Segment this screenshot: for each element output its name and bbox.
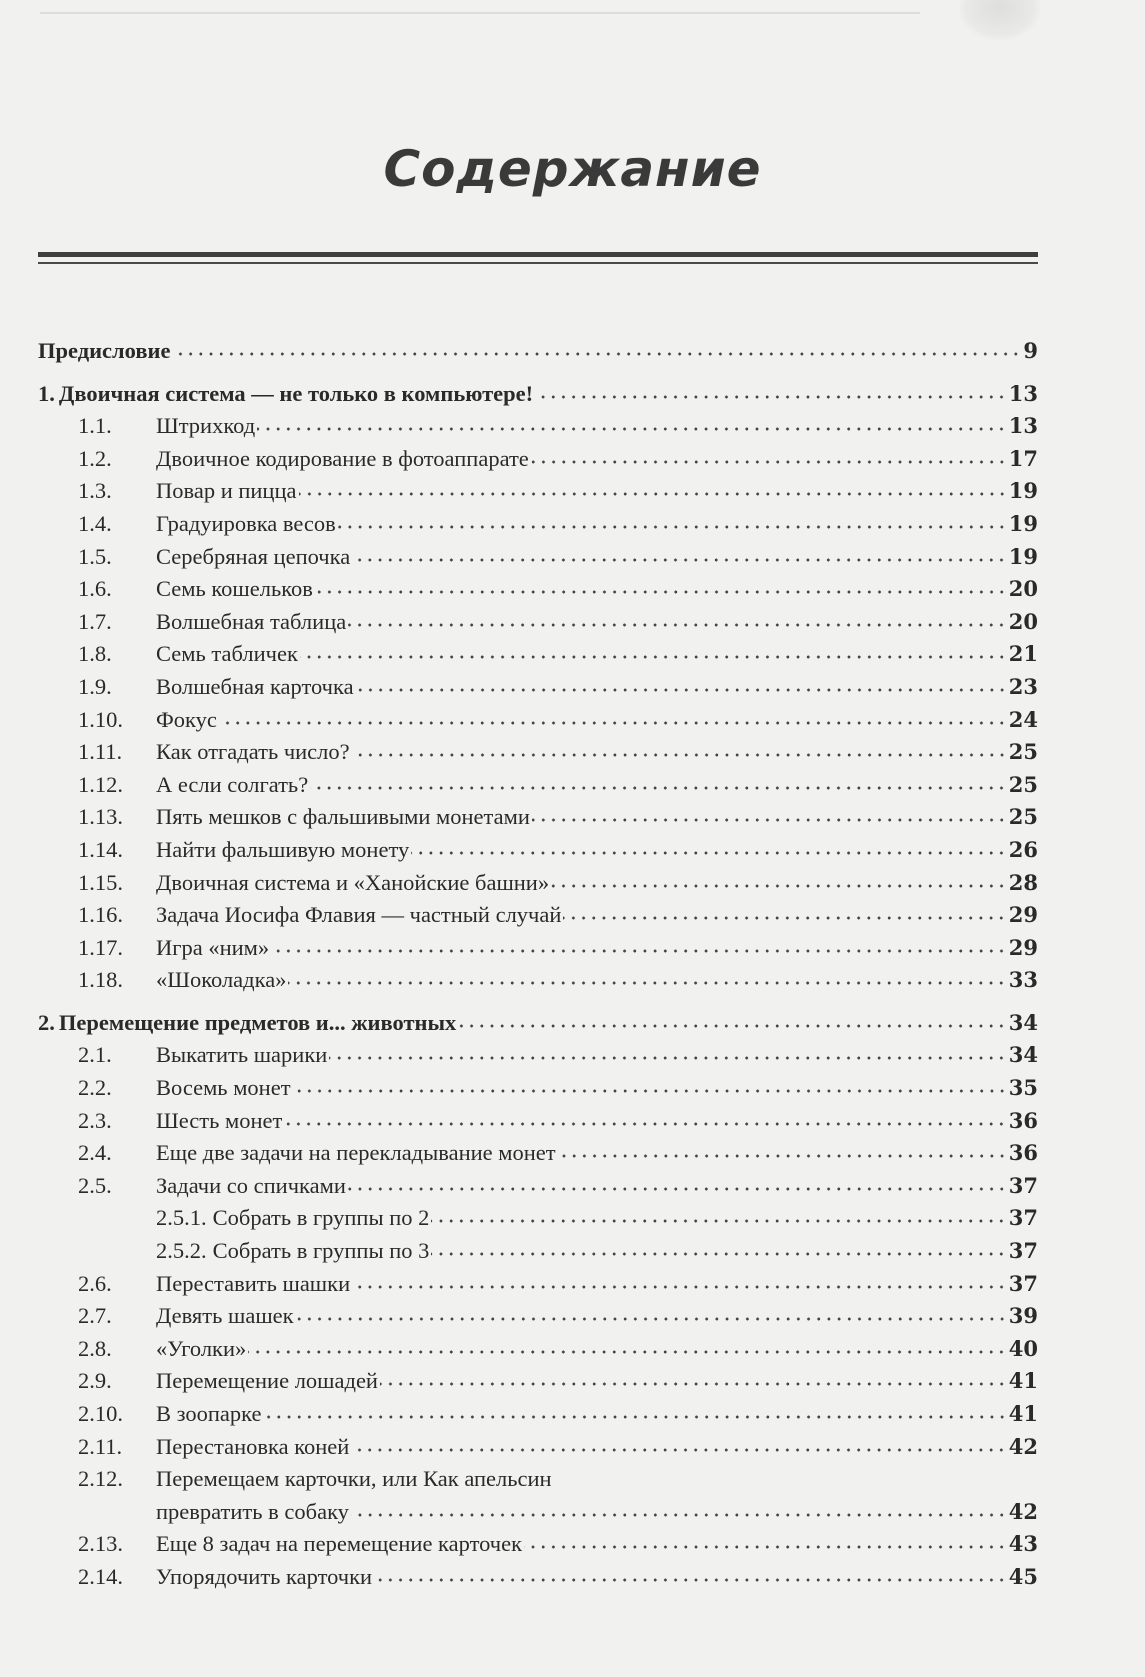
toc-entry-number: 1.5. <box>78 543 112 569</box>
dot-leader <box>563 901 1006 924</box>
toc-entry[interactable] <box>38 1137 1038 1170</box>
toc-entry-number: 1.2. <box>78 445 112 471</box>
dot-leader <box>329 1041 1006 1064</box>
toc-entry-title: Еще две задачи на перекладывание монет <box>156 1140 556 1166</box>
toc-entry[interactable] <box>38 1007 1038 1040</box>
toc-entry-title: Волшебная таблица <box>156 608 347 634</box>
toc-entry-number: 1.1. <box>78 413 112 439</box>
toc-entry-number: 1.6. <box>78 576 112 602</box>
dot-leader <box>351 1432 1006 1455</box>
toc-entry[interactable] <box>38 1398 1038 1431</box>
toc-entry-number: 2.4. <box>78 1140 112 1166</box>
toc-page-number: 25 <box>1008 804 1038 830</box>
toc-entry[interactable] <box>38 443 1038 476</box>
title-divider-thin <box>38 262 1038 264</box>
toc-entry[interactable] <box>38 508 1038 541</box>
toc-entry-title: Градуировка весов <box>156 510 336 536</box>
dot-leader <box>248 1334 1006 1357</box>
dot-leader <box>551 868 1007 891</box>
toc-entry[interactable] <box>38 801 1038 834</box>
toc-entry-title: Упорядочить карточки <box>156 1563 373 1589</box>
dot-leader <box>352 1269 1007 1292</box>
toc-entry-number: 1.12. <box>78 771 123 797</box>
toc-entry[interactable] <box>38 671 1038 704</box>
title-divider-thick <box>38 252 1038 257</box>
toc-page-number: 25 <box>1008 739 1038 765</box>
toc-page-number: 34 <box>1008 1009 1038 1035</box>
toc-entry[interactable] <box>38 541 1038 574</box>
toc-page-number: 29 <box>1008 902 1038 928</box>
toc-entry-title: превратить в собаку <box>156 1498 349 1524</box>
toc-page-number: 33 <box>1008 967 1038 993</box>
toc-entry-number: 2. <box>38 1009 55 1035</box>
toc-page-number: 34 <box>1008 1042 1038 1068</box>
toc-entry-title: Семь табличек <box>156 641 298 667</box>
toc-entry-title: Найти фальшивую монету <box>156 836 410 862</box>
dot-leader <box>296 1302 1007 1325</box>
toc-entry-number: 1.4. <box>78 510 112 536</box>
toc-entry[interactable] <box>38 1268 1038 1301</box>
dot-leader <box>524 1530 1007 1553</box>
toc-entry-title: Переставить шашки <box>156 1270 351 1296</box>
toc-entry[interactable] <box>38 1170 1038 1203</box>
toc-entry-number: 2.12. <box>78 1466 123 1492</box>
toc-entry[interactable] <box>38 769 1038 802</box>
toc-page-number: 37 <box>1008 1270 1038 1296</box>
toc-entry-number: 2.11. <box>78 1433 123 1459</box>
toc-entry-title: «Шоколадка» <box>156 967 287 993</box>
dot-leader <box>219 705 1007 728</box>
toc-page-number: 43 <box>1008 1531 1038 1557</box>
toc-entry-number: 2.6. <box>78 1270 112 1296</box>
toc-entry[interactable] <box>38 1105 1038 1138</box>
dot-leader <box>380 1367 1007 1390</box>
dot-leader <box>257 412 1007 435</box>
toc-entry-number: 2.5. <box>78 1172 112 1198</box>
toc-entry[interactable] <box>38 1072 1038 1105</box>
toc-entry-title: Волшебная карточка <box>156 673 354 699</box>
toc-entry-number: 2.9. <box>78 1368 112 1394</box>
dot-leader <box>531 444 1007 467</box>
toc-entry-title: Задача Иосифа Флавия — частный случай <box>156 902 562 928</box>
toc-entry[interactable] <box>38 1561 1038 1594</box>
dot-leader <box>356 672 1007 695</box>
toc-entry[interactable] <box>38 378 1038 411</box>
toc-entry[interactable] <box>38 736 1038 769</box>
dot-leader <box>352 738 1007 761</box>
toc-entry-number: 1.11. <box>78 739 123 765</box>
toc-page-number: 37 <box>1008 1172 1038 1198</box>
toc-entry-title: Перемещение предметов и... животных <box>58 1009 457 1035</box>
toc-page-number: 41 <box>1008 1368 1038 1394</box>
toc-page-number: 19 <box>1008 543 1038 569</box>
toc-page-number: 19 <box>1008 478 1038 504</box>
dot-leader <box>299 477 1007 500</box>
toc-entry-title: Как отгадать число? <box>156 739 350 765</box>
dot-leader <box>558 1139 1007 1162</box>
toc-entry-number: 2.1. <box>78 1042 112 1068</box>
toc-entry-number: 2.14. <box>78 1563 123 1589</box>
toc-entry[interactable] <box>38 1333 1038 1366</box>
toc-entry-number: 1.9. <box>78 673 112 699</box>
toc-entry-number: 1.18. <box>78 967 123 993</box>
toc-entry-number: 2.8. <box>78 1335 112 1361</box>
toc-page-number: 21 <box>1008 641 1038 667</box>
toc-entry[interactable] <box>38 1300 1038 1333</box>
toc-page-number: 17 <box>1008 445 1038 471</box>
toc-entry-title: Собрать в группы по 2 <box>212 1205 430 1231</box>
toc-page-number: 42 <box>1008 1433 1038 1459</box>
toc-entry-title: Повар и пицца <box>156 478 297 504</box>
toc-entry-title: Игра «ним» <box>156 934 270 960</box>
toc-entry-number: 2.10. <box>78 1401 123 1426</box>
toc-entry-title: Двоичное кодирование в фотоаппарате <box>156 445 529 471</box>
toc-page-number: 13 <box>1008 413 1038 439</box>
toc-entry-number: 2.5.2. <box>156 1238 207 1264</box>
toc-page-number: 37 <box>1008 1238 1038 1264</box>
toc-page-number: 41 <box>1008 1401 1038 1426</box>
toc-entry-title: Восемь монет <box>156 1075 291 1101</box>
dot-leader <box>431 1237 1006 1260</box>
toc-entry[interactable] <box>38 1528 1038 1561</box>
toc-page-number: 9 <box>1023 338 1038 363</box>
toc-entry[interactable] <box>38 1365 1038 1398</box>
toc-entry-title: Фокус <box>156 706 217 732</box>
dot-leader <box>348 1171 1007 1194</box>
toc-entry[interactable] <box>38 573 1038 606</box>
dot-leader <box>535 379 1007 402</box>
toc-entry-number: 1.15. <box>78 869 123 895</box>
toc-entry-title: Двоичная система и «Ханойские башни» <box>156 869 550 895</box>
dot-leader <box>315 575 1007 598</box>
toc-entry-title: Семь кошельков <box>156 576 313 602</box>
toc-entry[interactable] <box>38 834 1038 867</box>
toc-entry-number: 1.14. <box>78 836 123 862</box>
toc-entry[interactable] <box>38 410 1038 443</box>
toc-entry[interactable] <box>38 1202 1038 1235</box>
toc-entry-number: 1.3. <box>78 478 112 504</box>
toc-entry-number: 1. <box>38 380 55 406</box>
toc-entry-number: 1.7. <box>78 608 112 634</box>
toc-entry[interactable] <box>38 867 1038 900</box>
table-of-contents <box>38 335 1038 1594</box>
dot-leader <box>310 770 1007 793</box>
dot-leader <box>352 542 1007 565</box>
toc-entry-number: 1.16. <box>78 902 123 928</box>
toc-entry[interactable] <box>38 606 1038 639</box>
toc-entry-title: Двоичная система — не только в компьютере! <box>58 380 534 406</box>
toc-entry-number: 1.13. <box>78 804 123 830</box>
toc-entry-number: 1.17. <box>78 934 123 960</box>
toc-entry-title: А если солгать? <box>156 771 309 797</box>
toc-entry-number: 2.7. <box>78 1303 112 1329</box>
toc-entry-title: Еще 8 задач на перемещение карточек <box>156 1531 523 1557</box>
dot-leader <box>288 966 1006 989</box>
dot-leader <box>458 1008 1006 1031</box>
toc-page-number: 35 <box>1008 1075 1038 1101</box>
dot-leader <box>532 803 1007 826</box>
dot-leader <box>271 933 1007 956</box>
toc-page-number: 29 <box>1008 934 1038 960</box>
toc-entry-number: 2.3. <box>78 1107 112 1133</box>
toc-entry-title: Пять мешков с фальшивыми монетами <box>156 804 530 830</box>
toc-page-number: 36 <box>1008 1140 1038 1166</box>
dot-leader <box>431 1204 1006 1227</box>
dot-leader <box>293 1074 1007 1097</box>
toc-page-number: 28 <box>1008 869 1038 895</box>
toc-entry-title: Девять шашек <box>156 1303 294 1329</box>
toc-entry[interactable] <box>38 335 1038 368</box>
toc-page-number: 45 <box>1008 1563 1038 1589</box>
toc-entry[interactable] <box>38 964 1038 997</box>
dot-leader <box>411 835 1007 858</box>
toc-entry-number: 2.13. <box>78 1531 123 1557</box>
dot-leader <box>374 1562 1007 1585</box>
dot-leader <box>264 1400 1007 1423</box>
toc-entry-title: «Уголки» <box>156 1335 247 1361</box>
toc-entry[interactable] <box>38 899 1038 932</box>
dot-leader <box>338 509 1007 532</box>
toc-entry-number: 2.2. <box>78 1075 112 1101</box>
toc-page-number: 37 <box>1008 1205 1038 1231</box>
toc-entry-title: Серебряная цепочка <box>156 543 351 569</box>
toc-entry-title: Штрихкод <box>156 413 256 439</box>
toc-page-number: 20 <box>1008 576 1038 602</box>
toc-entry[interactable] <box>38 1463 1038 1496</box>
toc-entry-title: Собрать в группы по 3 <box>212 1238 430 1264</box>
toc-entry[interactable] <box>38 932 1038 965</box>
toc-entry-number: 1.8. <box>78 641 112 667</box>
page-title: Содержание <box>383 140 762 198</box>
toc-page-number: 25 <box>1008 771 1038 797</box>
dot-leader <box>284 1106 1006 1129</box>
toc-entry-title: Предисловие <box>38 338 171 363</box>
toc-page-number: 20 <box>1008 608 1038 634</box>
toc-entry[interactable] <box>38 1496 1038 1529</box>
toc-entry-title: Перестановка коней <box>156 1433 350 1459</box>
toc-entry[interactable] <box>38 1431 1038 1464</box>
dot-leader <box>351 1497 1007 1520</box>
corner-ornament-image <box>960 0 1040 40</box>
toc-entry-title: Выкатить шарики <box>156 1042 328 1068</box>
dot-leader <box>172 337 1021 360</box>
toc-page-number: 23 <box>1008 673 1038 699</box>
dot-leader <box>348 607 1007 630</box>
toc-entry[interactable] <box>38 475 1038 508</box>
toc-page-number: 19 <box>1008 510 1038 536</box>
toc-page-number: 26 <box>1008 836 1038 862</box>
toc-page-number: 13 <box>1008 380 1038 406</box>
toc-entry-number: 2.5.1. <box>156 1205 207 1231</box>
toc-entry-title: Шесть монет <box>156 1107 283 1133</box>
toc-entry[interactable] <box>38 1235 1038 1268</box>
toc-entry-number: 1.10. <box>78 706 123 732</box>
toc-entry[interactable] <box>38 1039 1038 1072</box>
toc-entry-title: Перемещаем карточки, или Как апельсин <box>156 1466 552 1492</box>
page-header-rule <box>40 6 920 14</box>
dot-leader <box>300 640 1007 663</box>
toc-page-number: 36 <box>1008 1107 1038 1133</box>
toc-page-number: 39 <box>1008 1303 1038 1329</box>
toc-entry-title: Перемещение лошадей <box>156 1368 378 1394</box>
toc-entry[interactable] <box>38 704 1038 737</box>
toc-entry-title: Задачи со спичками <box>156 1172 346 1198</box>
toc-page-number: 40 <box>1008 1335 1038 1361</box>
toc-entry-title: В зоопарке <box>156 1401 262 1426</box>
toc-entry[interactable] <box>38 638 1038 671</box>
toc-page-number: 24 <box>1008 706 1038 732</box>
toc-page-number: 42 <box>1008 1498 1038 1524</box>
